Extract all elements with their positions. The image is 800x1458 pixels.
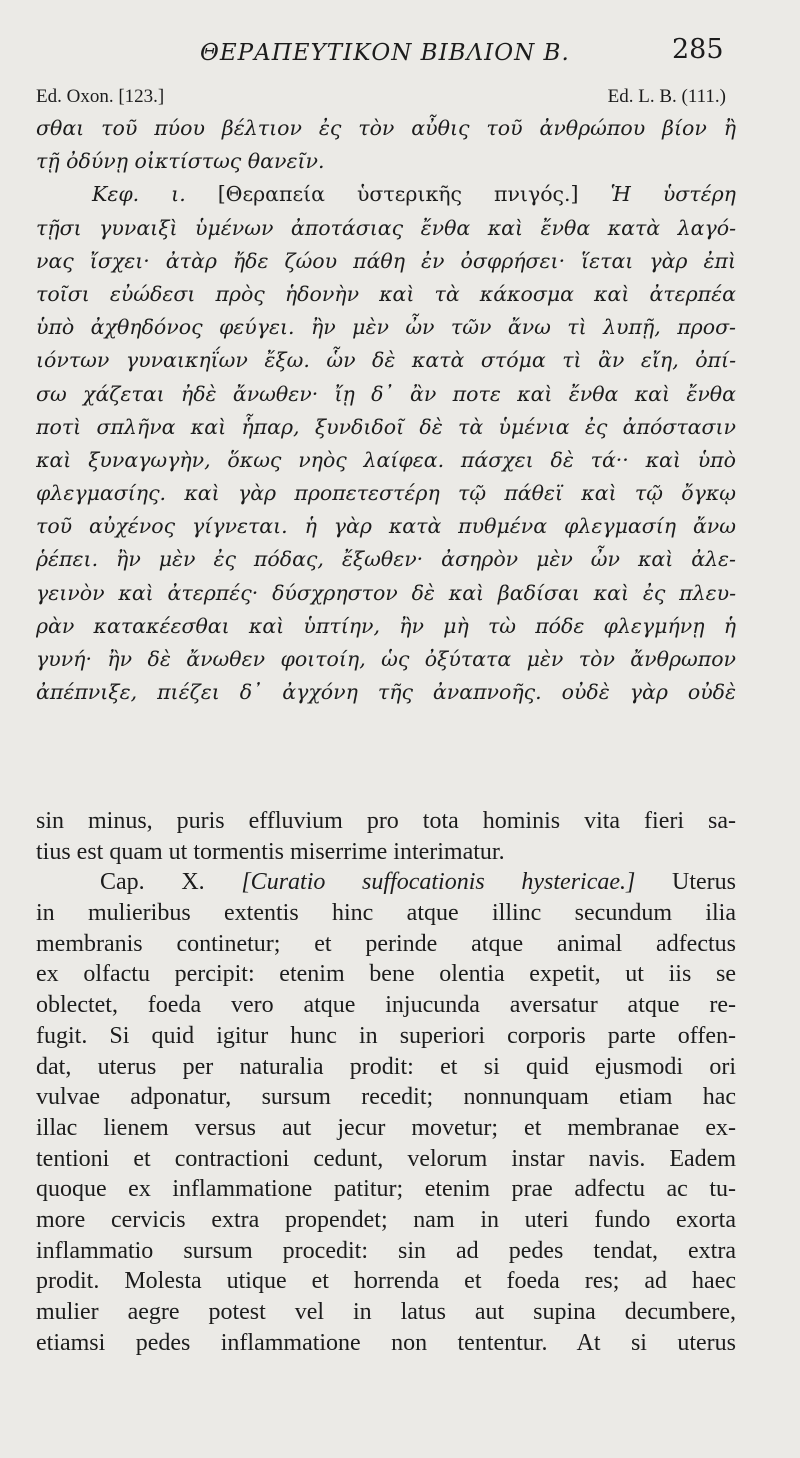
latin-line: tentioni et contractioni cedunt, velorum instar navis. Eadem xyxy=(36,1145,736,1172)
latin-line: fugit. Si quid igitur hunc in superiori corporis parte offen- xyxy=(36,1022,736,1049)
greek-line: ποτὶ σπλῆνα καὶ ἧπαρ, ξυνδιδοῖ δὲ τὰ ὑμένια ἐς ἀπόστασιν xyxy=(36,414,736,439)
latin-chapter-heading xyxy=(36,867,736,898)
latin-line: etiamsi pedes inflammatione non tententur. At si uterus xyxy=(36,1329,736,1356)
greek-line: ιόντων γυναικηΐων ἔξω. ὧν δὲ κατὰ στόμα τὶ ἂν εἴη, ὀπί- xyxy=(36,348,736,373)
greek-chapter-label: Κεφ. ι. xyxy=(92,182,186,207)
latin-line: oblectet, foeda vero atque injucunda aversatur atque re- xyxy=(36,992,736,1019)
page-number: 285 xyxy=(672,34,724,65)
latin-line: illac lienem versus aut jecur movetur; et membranae ex- xyxy=(36,1114,736,1141)
greek-text-block xyxy=(36,112,736,709)
greek-line: τῇ ὀδύνῃ οἰκτίστως θανεῖν. xyxy=(36,149,325,174)
greek-line: ῥέπει. ἢν μὲν ἐς πόδας, ἔξωθεν· ἀσηρὸν μὲν ὦν καὶ ἀλε- xyxy=(36,547,736,572)
greek-line: ὑπὸ ἀχθηδόνος φεύγει. ἢν μὲν ὦν τῶν ἄνω τὶ λυπῇ, προσ- xyxy=(36,315,736,340)
latin-line: more cervicis extra propendet; nam in uteri fundo exorta xyxy=(36,1206,736,1233)
latin-line: ex olfactu percipit: etenim bene olentia expetit, ut iis se xyxy=(36,961,736,988)
latin-line: prodit. Molesta utique et horrenda et foeda res; ad haec xyxy=(36,1268,736,1295)
latin-chapter-label: Cap. X. xyxy=(100,869,205,896)
latin-text-block xyxy=(36,806,736,1358)
greek-line: γεινὸν καὶ ἀτερπές· δύσχρηστον δὲ καὶ βαδίσαι καὶ ἐς πλευ- xyxy=(36,580,736,605)
greek-line: ἀπέπνιξε, πιέζει δ᾽ ἀγχόνη τῆς ἀναπνοῆς. οὐδὲ γὰρ οὐδὲ xyxy=(36,680,736,705)
edition-ref-lb: Ed. L. B. (111.) xyxy=(607,86,726,107)
latin-line: membranis continetur; et perinde atque animal adfectus xyxy=(36,930,736,957)
latin-line: tius est quam ut tormentis miserrime interimatur. xyxy=(36,838,505,865)
greek-line: γυνή· ἢν δὲ ἄνωθεν φοιτοίη, ὡς ὀξύτατα μὲν τὸν ἄνθρωπον xyxy=(36,647,736,671)
latin-chapter-start: Uterus xyxy=(672,869,736,896)
greek-line: τοῦ αὐχένος γίγνεται. ἡ γὰρ κατὰ πυθμένα φλεγμασίη ἄνω xyxy=(36,514,736,539)
latin-line: inflammatio sursum procedit: sin ad pedes tendat, extra xyxy=(36,1237,736,1264)
greek-line: καὶ ξυναγωγὴν, ὅκως νηὸς λαίφεα. πάσχει δὲ τά·· καὶ ὑπὸ xyxy=(36,447,736,472)
latin-line: vulvae adponatur, sursum recedit; nonnunquam etiam hac xyxy=(36,1084,736,1111)
running-title: ΘΕΡΑΠΕΥΤΙΚΟΝ ΒΙΒΛΙΟΝ Β. xyxy=(200,40,570,66)
latin-line: mulier aegre potest vel in latus aut supina decumbere, xyxy=(36,1299,736,1325)
greek-line: τοῖσι εὐώδεσι πρὸς ἡδονὴν καὶ τὰ κάκοσμα καὶ ἀτερπέα xyxy=(36,281,736,306)
greek-line: σθαι τοῦ πύου βέλτιον ἐς τὸν αὖθις τοῦ ἀνθρώπου βίον ἢ xyxy=(36,116,736,140)
greek-chapter-title: [Θεραπεία ὑστερικῆς πνιγός.] xyxy=(217,182,579,207)
latin-line: quoque ex inflammatione patitur; etenim prae adfectu ac tu- xyxy=(36,1176,736,1203)
latin-line: sin minus, puris effluvium pro tota hominis vita fieri sa- xyxy=(36,808,736,834)
greek-line: τῇσι γυναιξὶ ὑμένων ἀποτάσιας ἔνθα καὶ ἔνθα κατὰ λαγό- xyxy=(36,215,736,240)
greek-line: φλεγμασίης. καὶ γὰρ προπετεστέρη τῷ πάθεϊ καὶ τῷ ὄγκῳ xyxy=(36,481,736,506)
greek-line: ρὰν κατακέεσθαι καὶ ὑπτίην, ἢν μὴ τὼ πόδε φλεγμήνῃ ἡ xyxy=(36,613,736,638)
greek-line: σω χάζεται ἠδὲ ἄνωθεν· ἴῃ δ᾽ ἂν ποτε καὶ ἔνθα καὶ ἔνθα xyxy=(36,381,736,406)
greek-chapter-start: Ἡ ὑστέρη xyxy=(610,182,736,207)
edition-references xyxy=(36,86,726,112)
page-header xyxy=(0,32,800,72)
latin-line: in mulieribus extentis hinc atque illinc secundum ilia xyxy=(36,900,736,927)
latin-chapter-title: [Curatio suffocationis hystericae.] xyxy=(241,869,636,896)
greek-chapter-heading xyxy=(36,178,736,211)
greek-line: νας ἴσχει· ἀτὰρ ἤδε ζώου πάθη ἐν ὀσφρήσει· ἵεται γὰρ ἐπὶ xyxy=(36,248,736,273)
edition-ref-oxford: Ed. Oxon. [123.] xyxy=(36,86,165,107)
latin-line: dat, uterus per naturalia prodit: et si quid ejusmodi ori xyxy=(36,1053,736,1080)
